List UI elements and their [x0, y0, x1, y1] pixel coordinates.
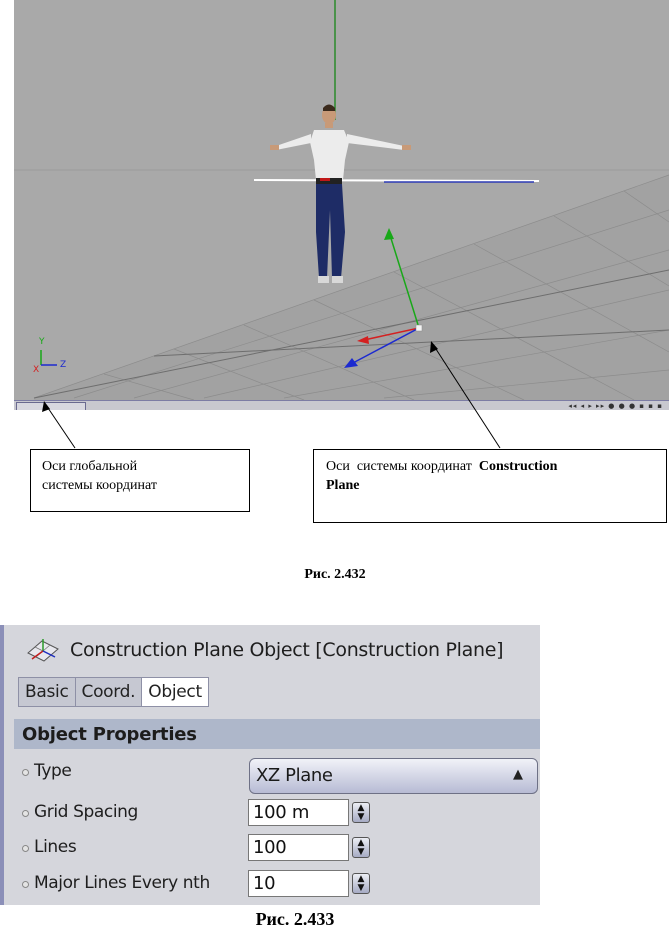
property-label-grid-spacing: Grid Spacing: [34, 802, 138, 822]
property-row-grid-spacing: [22, 799, 542, 829]
tab-coord[interactable]: Coord.: [75, 677, 143, 707]
panel-header: [26, 635, 503, 665]
animate-dot-icon[interactable]: [22, 881, 29, 888]
animate-dot-icon[interactable]: [22, 845, 29, 852]
grid-spacing-value: 100 m: [253, 802, 310, 823]
axis-label-z: Z: [60, 360, 67, 370]
axis-label-x: X: [33, 365, 40, 375]
stepper-arrows-icon[interactable]: ▲ ▼: [352, 873, 370, 894]
callout-left-line2: системы координат: [42, 478, 158, 493]
property-row-major-lines: [22, 870, 542, 900]
stepper-arrows-icon[interactable]: ▲ ▼: [352, 837, 370, 858]
attributes-panel: [0, 625, 540, 905]
animate-dot-icon[interactable]: [22, 769, 29, 776]
property-label-type: Type: [34, 761, 72, 781]
figure-caption-1: Рис. 2.432: [304, 567, 366, 582]
construction-plane-icon: [26, 635, 60, 665]
property-label-lines: Lines: [34, 837, 77, 857]
property-row-lines: [22, 834, 542, 864]
playback-controls-icon[interactable]: ◂◂ ◂ ▸ ▸▸ ● ● ● ▪ ▪ ▪: [568, 402, 663, 410]
panel-title: Construction Plane Object [Construction Plane]: [70, 639, 504, 661]
tab-basic[interactable]: Basic: [18, 677, 76, 707]
axis-label-y: Y: [39, 337, 45, 347]
lines-field[interactable]: [248, 834, 349, 861]
callout-right-text: Оси системы координат: [326, 459, 479, 474]
animate-dot-icon[interactable]: [22, 810, 29, 817]
callout-arrows: [0, 0, 669, 460]
callout-right-bold: Construction: [478, 459, 558, 474]
callout-left-line1: Оси глобальной: [42, 459, 138, 474]
major-lines-value: 10: [253, 873, 276, 894]
section-header-object-properties: Object Properties: [14, 719, 540, 749]
panel-tabs: [18, 677, 208, 707]
property-label-major-lines: Major Lines Every nth: [34, 873, 210, 893]
tab-object[interactable]: Object: [141, 677, 209, 707]
grid-spacing-field[interactable]: [248, 799, 349, 826]
lines-value: 100: [253, 837, 287, 858]
type-select-value: XZ Plane: [256, 765, 333, 786]
dropdown-arrows-icon: ▲: [513, 767, 523, 782]
major-lines-field[interactable]: [248, 870, 349, 897]
callout-right-bold2: Plane: [326, 478, 360, 493]
figure-caption-2: Рис. 2.433: [255, 909, 335, 929]
callout-global-axes: [30, 449, 250, 512]
type-select[interactable]: [249, 758, 538, 794]
callout-construction-plane-axes: [313, 449, 667, 523]
stepper-arrows-icon[interactable]: ▲ ▼: [352, 802, 370, 823]
property-row-type: [22, 758, 542, 788]
